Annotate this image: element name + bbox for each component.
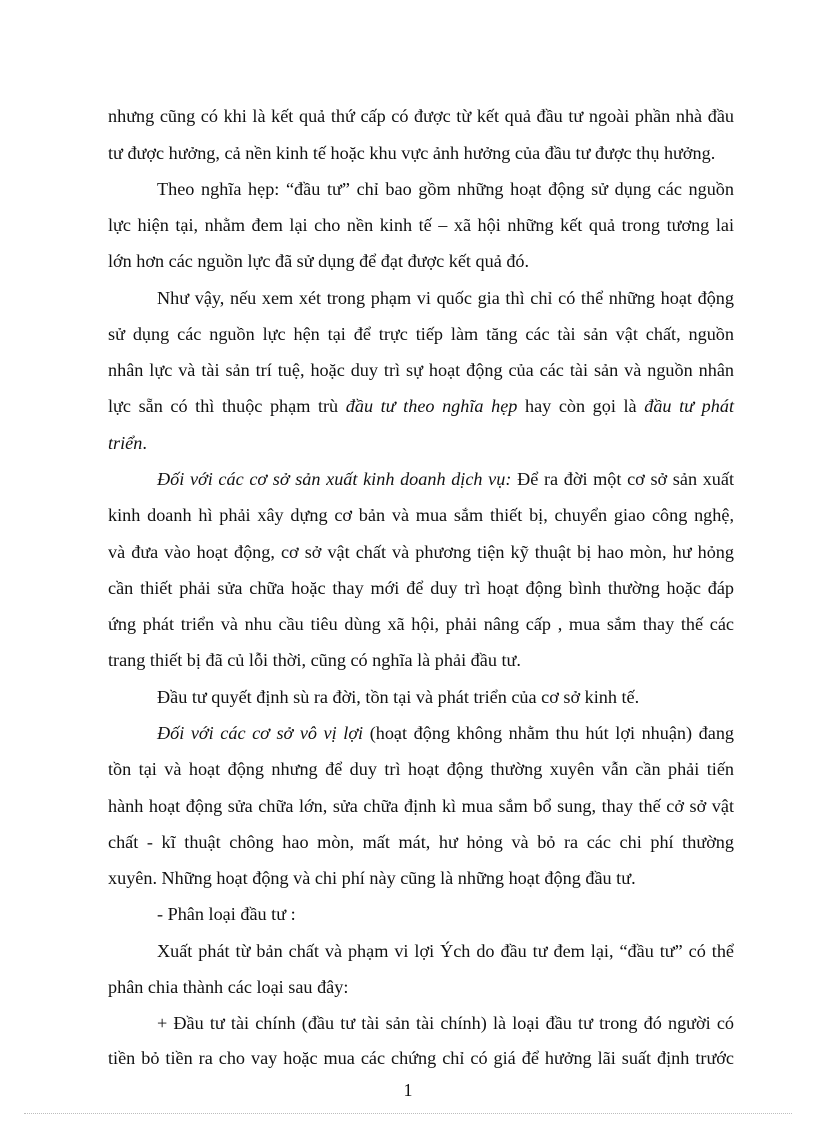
text-line: Xuất phát từ bản chất và phạm vi lợi Ých do đầu tư đem lại, “đầu tư” có thể [157, 941, 734, 961]
footer-rule [24, 1113, 792, 1114]
text-line: tồn tại và hoạt động nhưng để duy trì hoạt động thường xuyên vẫn cần phải tiến [108, 759, 734, 779]
text-run: (hoạt động không nhằm thu hút lợi nhuận) đang [369, 723, 735, 743]
text-line: xuyên. Những hoạt động và chi phí này cũng là những hoạt động đầu tư. [108, 868, 636, 888]
italic-term: đầu tư theo nghĩa hẹp [345, 396, 518, 416]
text-line: hành hoạt động sửa chữa lớn, sửa chữa định kì mua sắm bổ sung, thay thế cở sở vật [108, 796, 734, 816]
text-run: hay còn gọi là [524, 396, 637, 416]
text-line [108, 394, 734, 418]
text-line [157, 467, 734, 491]
text-line: cần thiết phải sửa chữa hoặc thay mới để duy trì hoạt động bình thường hoặc đáp [108, 578, 734, 598]
text-line: Như vậy, nếu xem xét trong phạm vi quốc gia thì chỉ có thể những hoạt động [157, 288, 734, 308]
text-run: . [142, 433, 147, 453]
text-run: Để ra đời một cơ sở sản xuất [517, 469, 735, 489]
text-line: tư được hưởng, cả nền kinh tế hoặc khu vực ảnh hưởng của đầu tư được thụ hưởng. [108, 143, 716, 163]
text-line: lực hiện tại, nhằm đem lại cho nền kinh tế – xã hội những kết quả trong tương lai [108, 215, 734, 235]
text-line: chất - kĩ thuật chông hao mòn, mất mát, hư hỏng và bỏ ra các chi phí thường [108, 832, 734, 852]
text-line: nhưng cũng có khi là kết quả thứ cấp có được từ kết quả đầu tư ngoài phần nhà đầu [108, 106, 734, 126]
text-line: và đưa vào hoạt động, cơ sở vật chất và phương tiện kỹ thuật bị hao mòn, hư hỏng [108, 542, 734, 562]
italic-term: đầu tư phát [644, 396, 735, 416]
text-line: trang thiết bị đã củ lỗi thời, cũng có nghĩa là phải đầu tư. [108, 650, 521, 670]
text-line: lớn hơn các nguồn lực đã sử dụng để đạt được kết quả đó. [108, 251, 530, 271]
text-line: ứng phát triển và nhu cầu tiêu dùng xã hội, phải nâng cấp , mua sắm thay thế các [108, 614, 734, 634]
italic-term: Đối với các cơ sở vô vị lợi [157, 723, 364, 743]
text-line: Theo nghĩa hẹp: “đầu tư” chỉ bao gồm những hoạt động sử dụng các nguồn [157, 179, 734, 199]
text-run: lực sẵn có thì thuộc phạm trù [108, 396, 339, 416]
text-line: + Đầu tư tài chính (đầu tư tài sản tài chính) là loại đầu tư trong đó người có [157, 1013, 734, 1033]
italic-term: Đối với các cơ sở sản xuất kinh doanh dịch vụ: [157, 469, 512, 489]
text-line: sử dụng các nguồn lực hện tại để trực tiếp làm tăng các tài sản vật chất, nguồn [108, 324, 734, 344]
text-line: - Phân loại đầu tư : [157, 904, 296, 924]
text-line: tiền bỏ tiền ra cho vay hoặc mua các chứng chỉ có giá để hưởng lãi suất định trước [108, 1048, 734, 1068]
text-line [157, 721, 734, 745]
text-line [108, 431, 734, 455]
text-line: phân chia thành các loại sau đây: [108, 977, 349, 997]
page-number: 1 [403, 1080, 413, 1100]
text-line: nhân lực và tài sản trí tuệ, hoặc duy trì sự hoạt động của các tài sản và nguồn nhân [108, 360, 734, 380]
italic-term: triển [108, 433, 143, 453]
text-line: Đầu tư quyết định sù ra đời, tồn tại và phát triển của cơ sở kinh tế. [157, 687, 640, 707]
text-line: kinh doanh hì phải xây dựng cơ bản và mua sắm thiết bị, chuyển giao công nghệ, [108, 505, 734, 525]
